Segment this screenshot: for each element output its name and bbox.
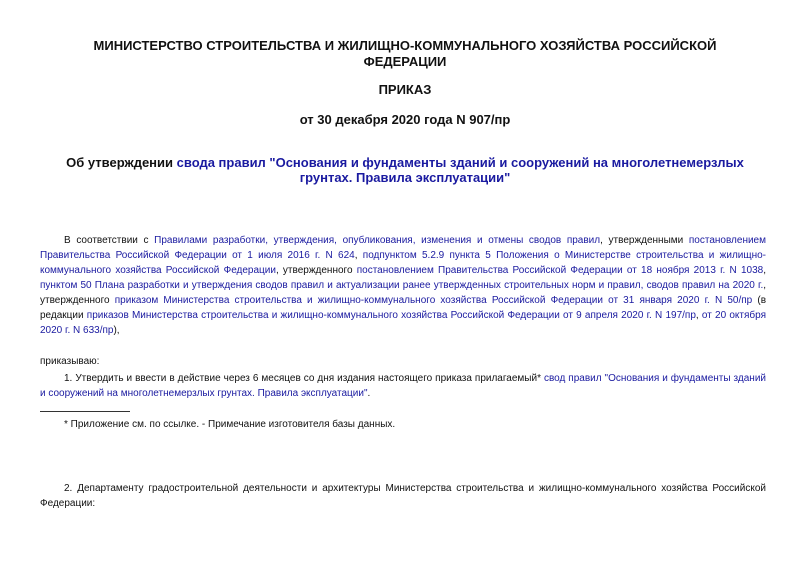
title-prefix: Об утверждении bbox=[66, 155, 177, 170]
link-subpoint-5-2-9[interactable]: подпунктом 5.2.9 пункта 5 Положения о Министерстве строительства и жилищно-коммунального хозяйства Российской Федерации bbox=[40, 250, 767, 276]
link-order-633[interactable]: от 20 октября 2020 г. N 633/пр bbox=[40, 310, 767, 336]
item1-text: 1. Утвердить и ввести в действие через 6 месяцев со дня издания настоящего приказа прилагаемый* bbox=[64, 373, 544, 384]
title-link[interactable]: свода правил "Основания и фундаменты зданий и сооружений на многолетнемерзлых грунтах. Правила эксплуатации" bbox=[176, 155, 744, 185]
preamble-text: , утвержденного bbox=[275, 265, 357, 276]
document-date-number: от 30 декабря 2020 года N 907/пр bbox=[299, 112, 511, 127]
preamble-text: ), bbox=[113, 325, 120, 336]
link-order-197[interactable]: приказов Министерства строительства и жилищно-коммунального хозяйства Российской Федерации от 9 апреля 2020 г. N 197/пр bbox=[86, 310, 696, 321]
link-order-50[interactable]: приказом Министерства строительства и жилищно-коммунального хозяйства Российской Федерации от 31 января 2020 г. N 50/пр bbox=[114, 295, 753, 306]
preamble-text: , bbox=[695, 310, 702, 321]
footnote: * Приложение см. по ссылке. - Примечание изготовителя базы данных. bbox=[64, 419, 396, 430]
document-type: ПРИКАЗ bbox=[378, 82, 432, 97]
preamble-text: (в редакции bbox=[40, 295, 767, 321]
order-item-1 bbox=[40, 371, 766, 401]
preamble-paragraph bbox=[40, 233, 766, 338]
ministry-heading: МИНИСТЕРСТВО СТРОИТЕЛЬСТВА И ЖИЛИЩНО-КОММУНАЛЬНОГО ХОЗЯЙСТВА РОССИЙСКОЙ ФЕДЕРАЦИИ bbox=[93, 38, 717, 69]
document-title bbox=[60, 155, 750, 185]
orders-word: приказываю: bbox=[40, 356, 100, 367]
preamble-text: , bbox=[763, 265, 766, 276]
footnote-divider bbox=[40, 411, 130, 412]
order-item-2: 2. Департаменту градостроительной деятельности и архитектуры Министерства строительства и жилищно-коммунального хозяйства Российской Федерации: bbox=[40, 483, 766, 509]
link-code-of-rules[interactable]: свод правил "Основания и фундаменты зданий и сооружений на многолетнемерзлых грунтах. Правила эксплуатации" bbox=[40, 373, 766, 399]
preamble-text: , bbox=[354, 250, 363, 261]
link-point-50-plan[interactable]: пунктом 50 Плана разработки и утверждения сводов правил и актуализации ранее утвержденных строительных норм и правил, сводов правил на 2020 г. bbox=[40, 280, 764, 291]
link-rules-development[interactable]: Правилами разработки, утверждения, опубликования, изменения и отмены сводов правил bbox=[154, 235, 601, 246]
link-resolution-1038[interactable]: постановлением Правительства Российской Федерации от 18 ноября 2013 г. N 1038 bbox=[356, 265, 764, 276]
preamble-text: В соответствии с bbox=[64, 235, 155, 246]
link-resolution-624[interactable]: постановлением Правительства Российской Федерации от 1 июля 2016 г. N 624 bbox=[40, 235, 766, 261]
preamble-text: , утвержденного bbox=[40, 280, 766, 306]
preamble-text: , утвержденными bbox=[600, 235, 689, 246]
item1-end: . bbox=[367, 388, 371, 399]
